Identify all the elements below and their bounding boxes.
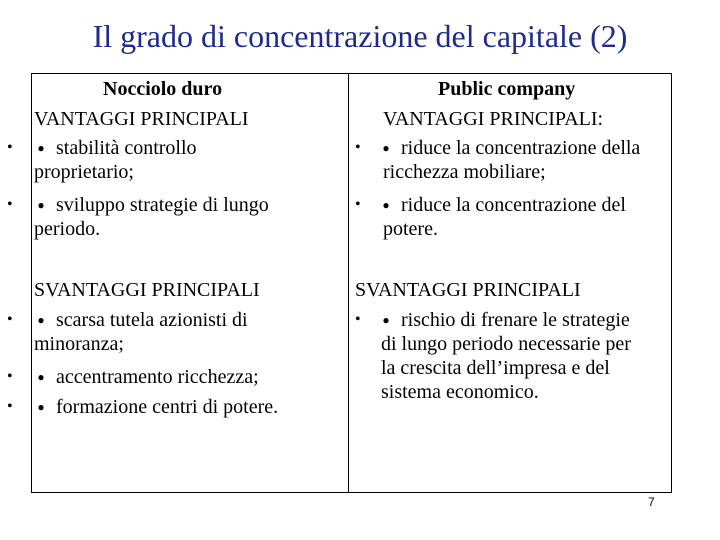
right-column-heading: Public company bbox=[438, 78, 576, 100]
left-advantage-1: ● stabilità controllo bbox=[34, 136, 197, 160]
right-advantage-1: ● riduce la concentrazione della bbox=[379, 136, 640, 160]
right-advantage-1-cont: ricchezza mobiliare; bbox=[383, 161, 546, 183]
right-advantage-2-bullet: • bbox=[355, 196, 361, 213]
left-advantage-2-bullet: • bbox=[7, 196, 13, 213]
page-number: 7 bbox=[648, 495, 655, 509]
left-column-heading: Nocciolo duro bbox=[103, 78, 223, 100]
column-divider bbox=[348, 73, 349, 493]
left-disadvantage-3: ● formazione centri di potere. bbox=[34, 395, 278, 419]
right-disadvantage-1: ● rischio di frenare le strategie bbox=[379, 308, 630, 332]
left-advantage-1-bullet: • bbox=[7, 139, 13, 156]
left-advantage-2: ● sviluppo strategie di lungo bbox=[34, 193, 269, 217]
left-disadvantages-heading: SVANTAGGI PRINCIPALI bbox=[34, 279, 260, 301]
right-advantages-heading: VANTAGGI PRINCIPALI: bbox=[383, 108, 604, 130]
list-dot-icon: ● bbox=[37, 400, 45, 414]
list-dot-icon: ● bbox=[37, 198, 45, 212]
left-disadvantage-1-cont: minoranza; bbox=[34, 333, 124, 355]
left-advantage-2-cont: periodo. bbox=[34, 218, 101, 240]
right-advantage-1-bullet: • bbox=[355, 139, 361, 156]
right-disadvantage-1-cont-3: sistema economico. bbox=[381, 381, 539, 403]
right-disadvantage-1-cont-2: la crescita dell’impresa e del bbox=[381, 357, 610, 379]
slide-title: Il grado di concentrazione del capitale (2) bbox=[92, 18, 628, 54]
right-disadvantages-heading: SVANTAGGI PRINCIPALI bbox=[355, 279, 581, 301]
left-disadvantage-3-bullet: • bbox=[7, 398, 13, 415]
right-advantage-2: ● riduce la concentrazione del bbox=[379, 193, 626, 217]
left-disadvantage-2-bullet: • bbox=[7, 368, 13, 385]
left-advantages-heading: VANTAGGI PRINCIPALI bbox=[34, 108, 249, 130]
left-advantage-1-cont: proprietario; bbox=[34, 161, 134, 183]
right-disadvantage-1-bullet: • bbox=[355, 311, 361, 328]
list-dot-icon: ● bbox=[382, 198, 390, 212]
left-disadvantage-1-bullet: • bbox=[7, 311, 13, 328]
list-dot-icon: ● bbox=[37, 141, 45, 155]
right-disadvantage-1-cont-1: di lungo periodo necessarie per bbox=[381, 333, 631, 355]
left-disadvantage-1: ● scarsa tutela azionisti di bbox=[34, 308, 248, 332]
left-disadvantage-2: ● accentramento ricchezza; bbox=[34, 365, 259, 389]
list-dot-icon: ● bbox=[382, 141, 390, 155]
list-dot-icon: ● bbox=[37, 370, 45, 384]
list-dot-icon: ● bbox=[37, 313, 45, 327]
list-dot-icon: ● bbox=[382, 313, 390, 327]
right-advantage-2-cont: potere. bbox=[383, 218, 438, 240]
